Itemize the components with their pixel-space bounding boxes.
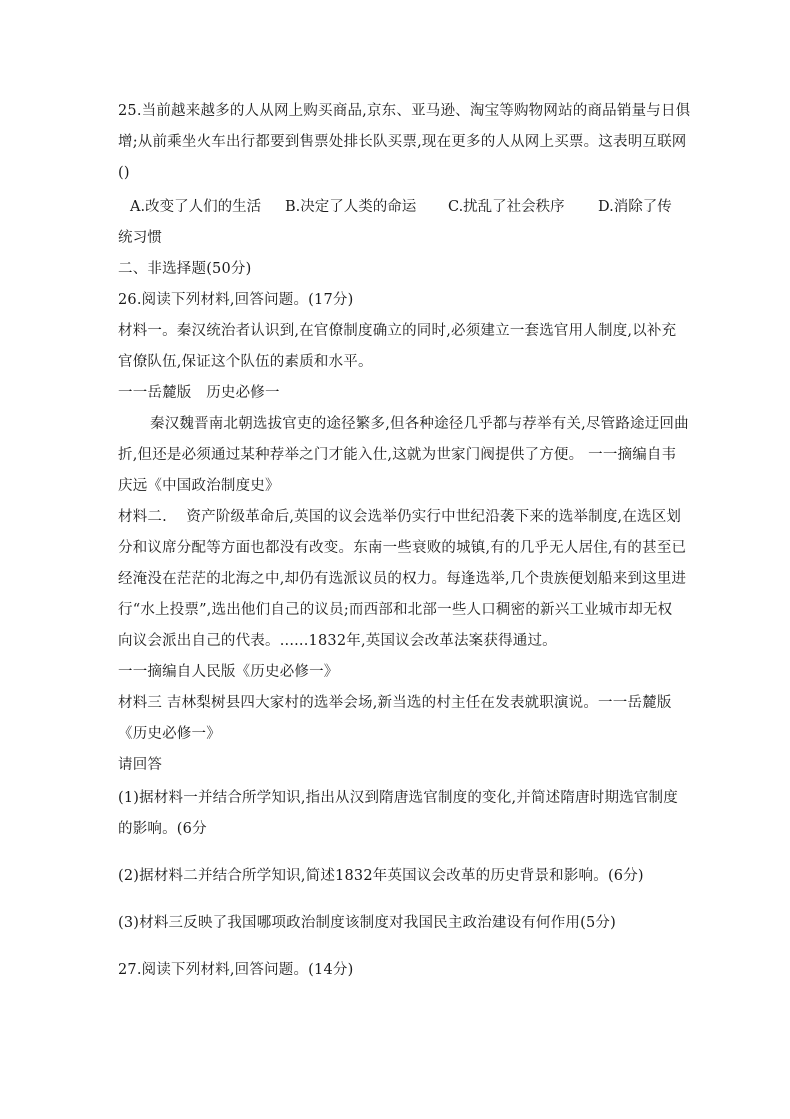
q26-sub-2: (2)据材料二并结合所学知识,简述1832年英国议会改革的历史背景和影响。(6分) (118, 868, 644, 884)
q26-material-2-line-3: 经淹没在茫茫的北海之中,却仍有选派议员的权力。每逢选举,几个贵族便划船来到这里进 (118, 571, 687, 587)
q26-material-1-source: 一一岳麓版 历史必修一 (118, 385, 280, 401)
q26-material-3-line-2: 《历史必修一》 (118, 726, 221, 742)
q25-option-b: B.决定了人类的命运 (285, 199, 417, 215)
q26-material-1b-line-3: 庆远《中国政治制度史》 (118, 478, 280, 494)
q25-line-3: () (118, 165, 130, 181)
q26-sub-1-line-2: 的影响。(6分 (118, 821, 207, 837)
q26-material-2-line-5: 向议会派出自己的代表。......1832年,英国议会改革法案获得通过。 (118, 633, 557, 649)
q26-prompt: 请回答 (118, 757, 163, 773)
q26-material-1b-line-2: 折,但还是必须通过某种荐举之门才能入仕,这就为世家门阀提供了方便。 一一摘编自韦 (118, 447, 677, 463)
q25-line-2: 增;从前乘坐火车出行都要到售票处排长队买票,现在更多的人从网上买票。这表明互联网 (118, 134, 687, 150)
q26-intro: 26.阅读下列材料,回答问题。(17分) (118, 292, 354, 308)
q25-option-d: D.消除了传 (598, 199, 672, 215)
q25-line-5: 统习惯 (118, 230, 163, 246)
q26-material-1-line-1: 材料一。秦汉统治者认识到,在官僚制度确立的同时,必须建立一套选官用人制度,以补充 (118, 323, 677, 339)
q26-material-1b-line-1: 秦汉魏晋南北朝选拔官吏的途径繁多,但各种途径几乎都与荐举有关,尽管路途迂回曲 (150, 416, 689, 432)
q27-intro: 27.阅读下列材料,回答问题。(14分) (118, 962, 354, 978)
q26-material-2-line-1: 材料二. 资产阶级革命后,英国的议会选举仍实行中世纪沿袭下来的选举制度,在选区划 (118, 509, 682, 525)
q26-material-2-line-4: 行“水上投票”,选出他们自己的议员;而西部和北部一些人口稠密的新兴工业城市却无权 (118, 602, 673, 618)
q25-option-a: A.改变了人们的生活 (130, 199, 262, 215)
q26-material-3-line-1: 材料三 吉林梨树县四大家村的选举会场,新当选的村主任在发表就职演说。一一岳麓版 (118, 695, 672, 711)
q26-material-2-source: 一一摘编自人民版《历史必修一》 (118, 664, 339, 680)
q25-option-c: C.扰乱了社会秩序 (448, 199, 565, 215)
q26-material-2-line-2: 分和议席分配等方面也都没有改变。东南一些衰败的城镇,有的几乎无人居住,有的甚至已 (118, 540, 687, 556)
q26-sub-3: (3)材料三反映了我国哪项政治制度该制度对我国民主政治建设有何作用(5分) (118, 915, 616, 931)
q25-line-1: 25.当前越来越多的人从网上购买商品,京东、亚马逊、淘宝等购物网站的商品销量与日俱 (118, 103, 691, 119)
q26-material-1-line-2: 官僚队伍,保证这个队伍的素质和水平。 (118, 354, 373, 370)
q26-sub-1-line-1: (1)据材料一并结合所学知识,指出从汉到隋唐选官制度的变化,并简述隋唐时期选官制度 (118, 790, 678, 806)
section-2-title: 二、非选择题(50分) (118, 261, 252, 277)
